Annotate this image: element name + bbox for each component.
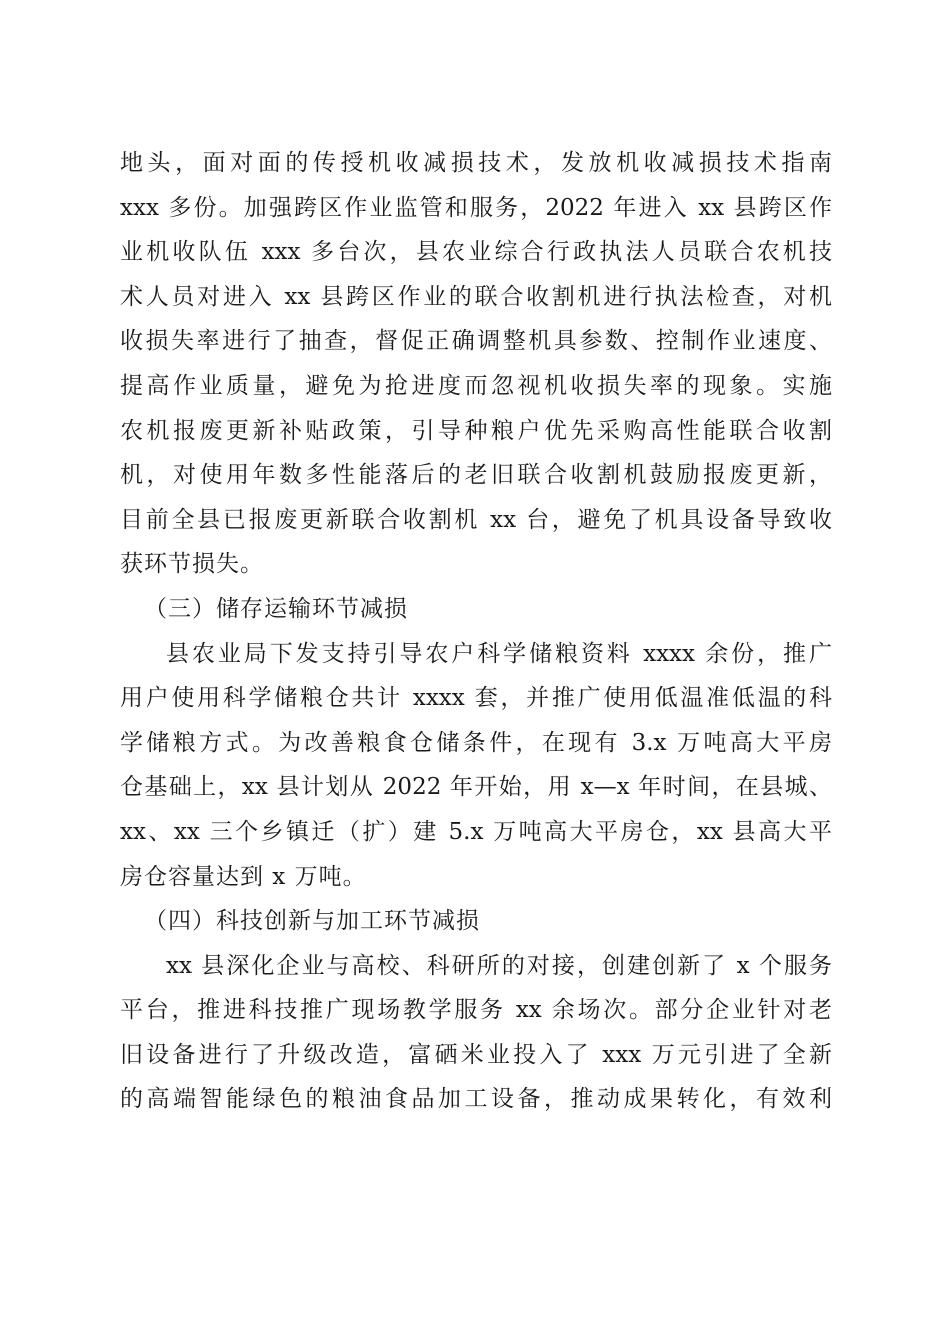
text-line: 提高作业质量，避免为抢进度而忽视机收损失率的现象。实施: [120, 372, 832, 399]
text-line: 获环节损失。: [120, 551, 264, 578]
text-line: 地头，面对面的传授机收减损技术，发放机收减损技术指南: [120, 150, 832, 176]
document-body: [120, 141, 832, 1122]
text-line: 学储粮方式。为改善粮食仓储条件，在现有 3.x 万吨高大平房: [120, 729, 832, 756]
text-line: 的高端智能绿色的粮油食品加工设备，推动成果转化，有效利: [120, 1086, 832, 1113]
text-line: 县农业局下发支持引导农户科学储粮资料 xxxx 余份，推广: [166, 640, 832, 667]
text-line: 目前全县已报废更新联合收割机 xx 台，避免了机具设备导致收: [120, 506, 832, 533]
text-line: xxx 多份。加强跨区作业监管和服务，2022 年进入 xx 县跨区作: [120, 194, 832, 221]
text-line: 业机收队伍 xxx 多台次，县农业综合行政执法人员联合农机技: [120, 239, 832, 266]
text-line: 农机报废更新补贴政策，引导种粮户优先采购高性能联合收割: [120, 417, 832, 444]
text-line: xx 县深化企业与高校、科研所的对接，创建创新了 x 个服务: [166, 952, 832, 979]
text-line: 房仓容量达到 x 万吨。: [120, 863, 367, 890]
text-line: 仓基础上，xx 县计划从 2022 年开始，用 x—x 年时间，在县城、: [120, 774, 832, 801]
section-heading-tech-processing: （四）科技创新与加工环节减损: [144, 908, 480, 935]
text-line: xx、xx 三个乡镇迁（扩）建 5.x 万吨高大平房仓，xx 县高大平: [120, 818, 832, 845]
section-heading-storage-transport: （三）储存运输环节减损: [144, 595, 408, 622]
text-line: 机，对使用年数多性能落后的老旧联合收割机鼓励报废更新，: [120, 462, 832, 489]
text-line: 平台，推进科技推广现场教学服务 xx 余场次。部分企业针对老: [120, 997, 832, 1024]
text-line: 术人员对进入 xx 县跨区作业的联合收割机进行执法检查，对机: [120, 283, 832, 310]
text-line: 用户使用科学储粮仓共计 xxxx 套，并推广使用低温准低温的科: [120, 685, 832, 712]
text-line: 收损失率进行了抽查，督促正确调整机具参数、控制作业速度、: [120, 328, 832, 355]
text-line: 旧设备进行了升级改造，富硒米业投入了 xxx 万元引进了全新: [120, 1041, 832, 1068]
